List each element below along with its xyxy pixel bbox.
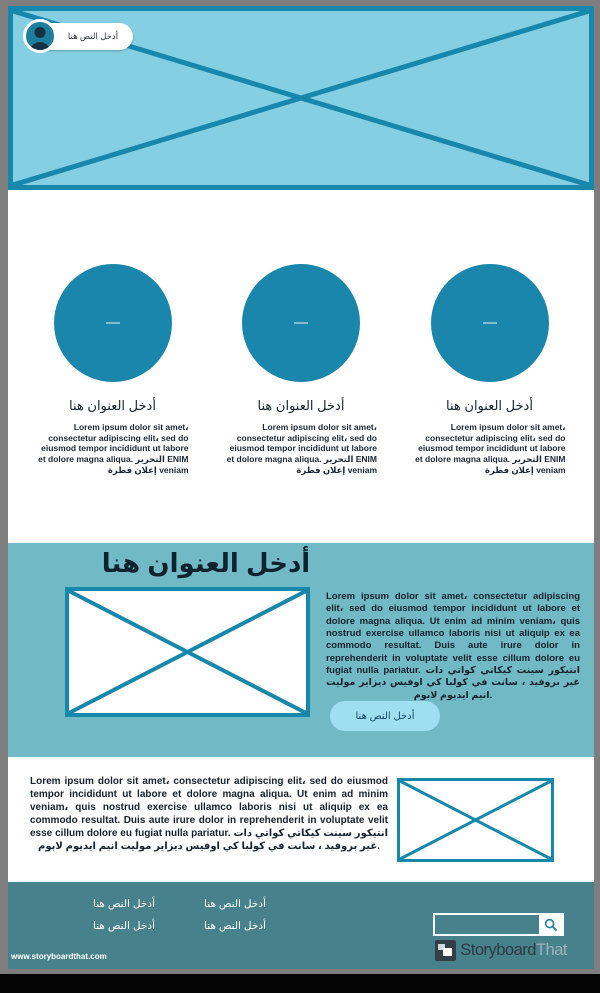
storyboardthat-logo — [435, 940, 567, 961]
logo-text-storyboard: Storyboard — [460, 941, 536, 959]
feature-body: Lorem ipsum dolor sit amet، consectetur adipiscing elit، sed do eiusmod tempor incididunt ut labore et dolore magna aliqua. التحرير ENIM إعلان فطرة veniam — [38, 422, 189, 475]
about-body: Lorem ipsum dolor sit amet، consectetur adipiscing elit، sed do eiusmod tempor incididunt ut labore et dolore magna aliqua. Ut enim ad minim veniam، quis nostrud exercise ullamco laboris nisi ut aliquip ex ea commodo resultat. Duis aute irure dolor in reprehenderit in voluptate velit esse cillum dolore eu fugiat nulla pariatur. انتيكور سينت كيكاتي كواتي دات غير بروفيد ، سانت في كولبا كي اوفيس ديزاير موليت انيم ايديوم لابوم. — [30, 776, 388, 852]
feature-heading: أدخل العنوان هنا — [446, 398, 533, 413]
footer-link[interactable]: أدخل النص هنا — [93, 898, 155, 910]
profile-label: أدخل النص هنا — [67, 31, 119, 41]
avatar-icon — [23, 19, 57, 53]
feature-column — [217, 264, 385, 543]
wireframe-page — [8, 6, 594, 969]
features-section — [8, 190, 594, 543]
profile-pill[interactable] — [25, 23, 133, 50]
footer-link[interactable]: أدخل النص هنا — [93, 920, 155, 932]
storyboardthat-logo-icon — [435, 940, 456, 961]
placeholder-x-icon — [69, 591, 306, 713]
search-input[interactable] — [435, 915, 539, 934]
feature-circle-placeholder[interactable] — [242, 264, 360, 382]
about-section — [8, 757, 594, 882]
feature-body: Lorem ipsum dolor sit amet، consectetur adipiscing elit، sed do eiusmod tempor incididunt ut labore et dolore magna aliqua. التحرير ENIM إعلان فطرة veniam — [415, 422, 566, 475]
feature-circle-placeholder[interactable] — [54, 264, 172, 382]
feature-circle-placeholder[interactable] — [431, 264, 549, 382]
logo-text-that: That — [535, 941, 567, 959]
promo-image-placeholder[interactable] — [65, 587, 310, 717]
search-button[interactable] — [539, 915, 562, 934]
feature-body: Lorem ipsum dolor sit amet، consectetur adipiscing elit، sed do eiusmod tempor incididunt ut labore et dolore magna aliqua. التحرير ENIM إعلان فطرة veniam — [226, 422, 377, 475]
bottom-black-bar — [0, 974, 600, 993]
about-image-placeholder[interactable] — [397, 778, 554, 862]
search-icon — [544, 918, 558, 932]
footer-link[interactable]: أدخل النص هنا — [204, 898, 266, 910]
header-image-placeholder[interactable] — [8, 6, 594, 190]
search-box — [433, 913, 564, 936]
promo-body: Lorem ipsum dolor sit amet، consectetur adipiscing elit، sed do eiusmod tempor incididunt ut labore et dolore magna aliqua. Ut enim ad minim veniam، quis nostrud exercise ullamco laboris nisi ut aliquip ex ea commodo resultat. Duis aute irure dolor in reprehenderit in voluptate velit esse cillum dolore eu fugiat nulla pariatur. انتيكور سينت كيكاتي كواتي دات غير بروفيد ، سانت في كولبا كي اوفيس ديزاير موليت انيم ايديوم لابوم. — [326, 591, 581, 701]
footer-section — [8, 882, 594, 969]
feature-heading: أدخل العنوان هنا — [257, 398, 345, 413]
website-url: www.storyboardthat.com — [11, 952, 107, 961]
feature-column — [406, 264, 574, 543]
enter-text-button[interactable]: أدخل النص هنا — [330, 701, 440, 731]
feature-heading: أدخل العنوان هنا — [69, 398, 156, 413]
feature-column — [29, 264, 197, 543]
promo-heading: أدخل العنوان هنا — [101, 548, 311, 578]
footer-link[interactable]: أدخل النص هنا — [204, 920, 266, 932]
promo-section — [8, 543, 594, 757]
placeholder-x-icon — [400, 781, 551, 859]
